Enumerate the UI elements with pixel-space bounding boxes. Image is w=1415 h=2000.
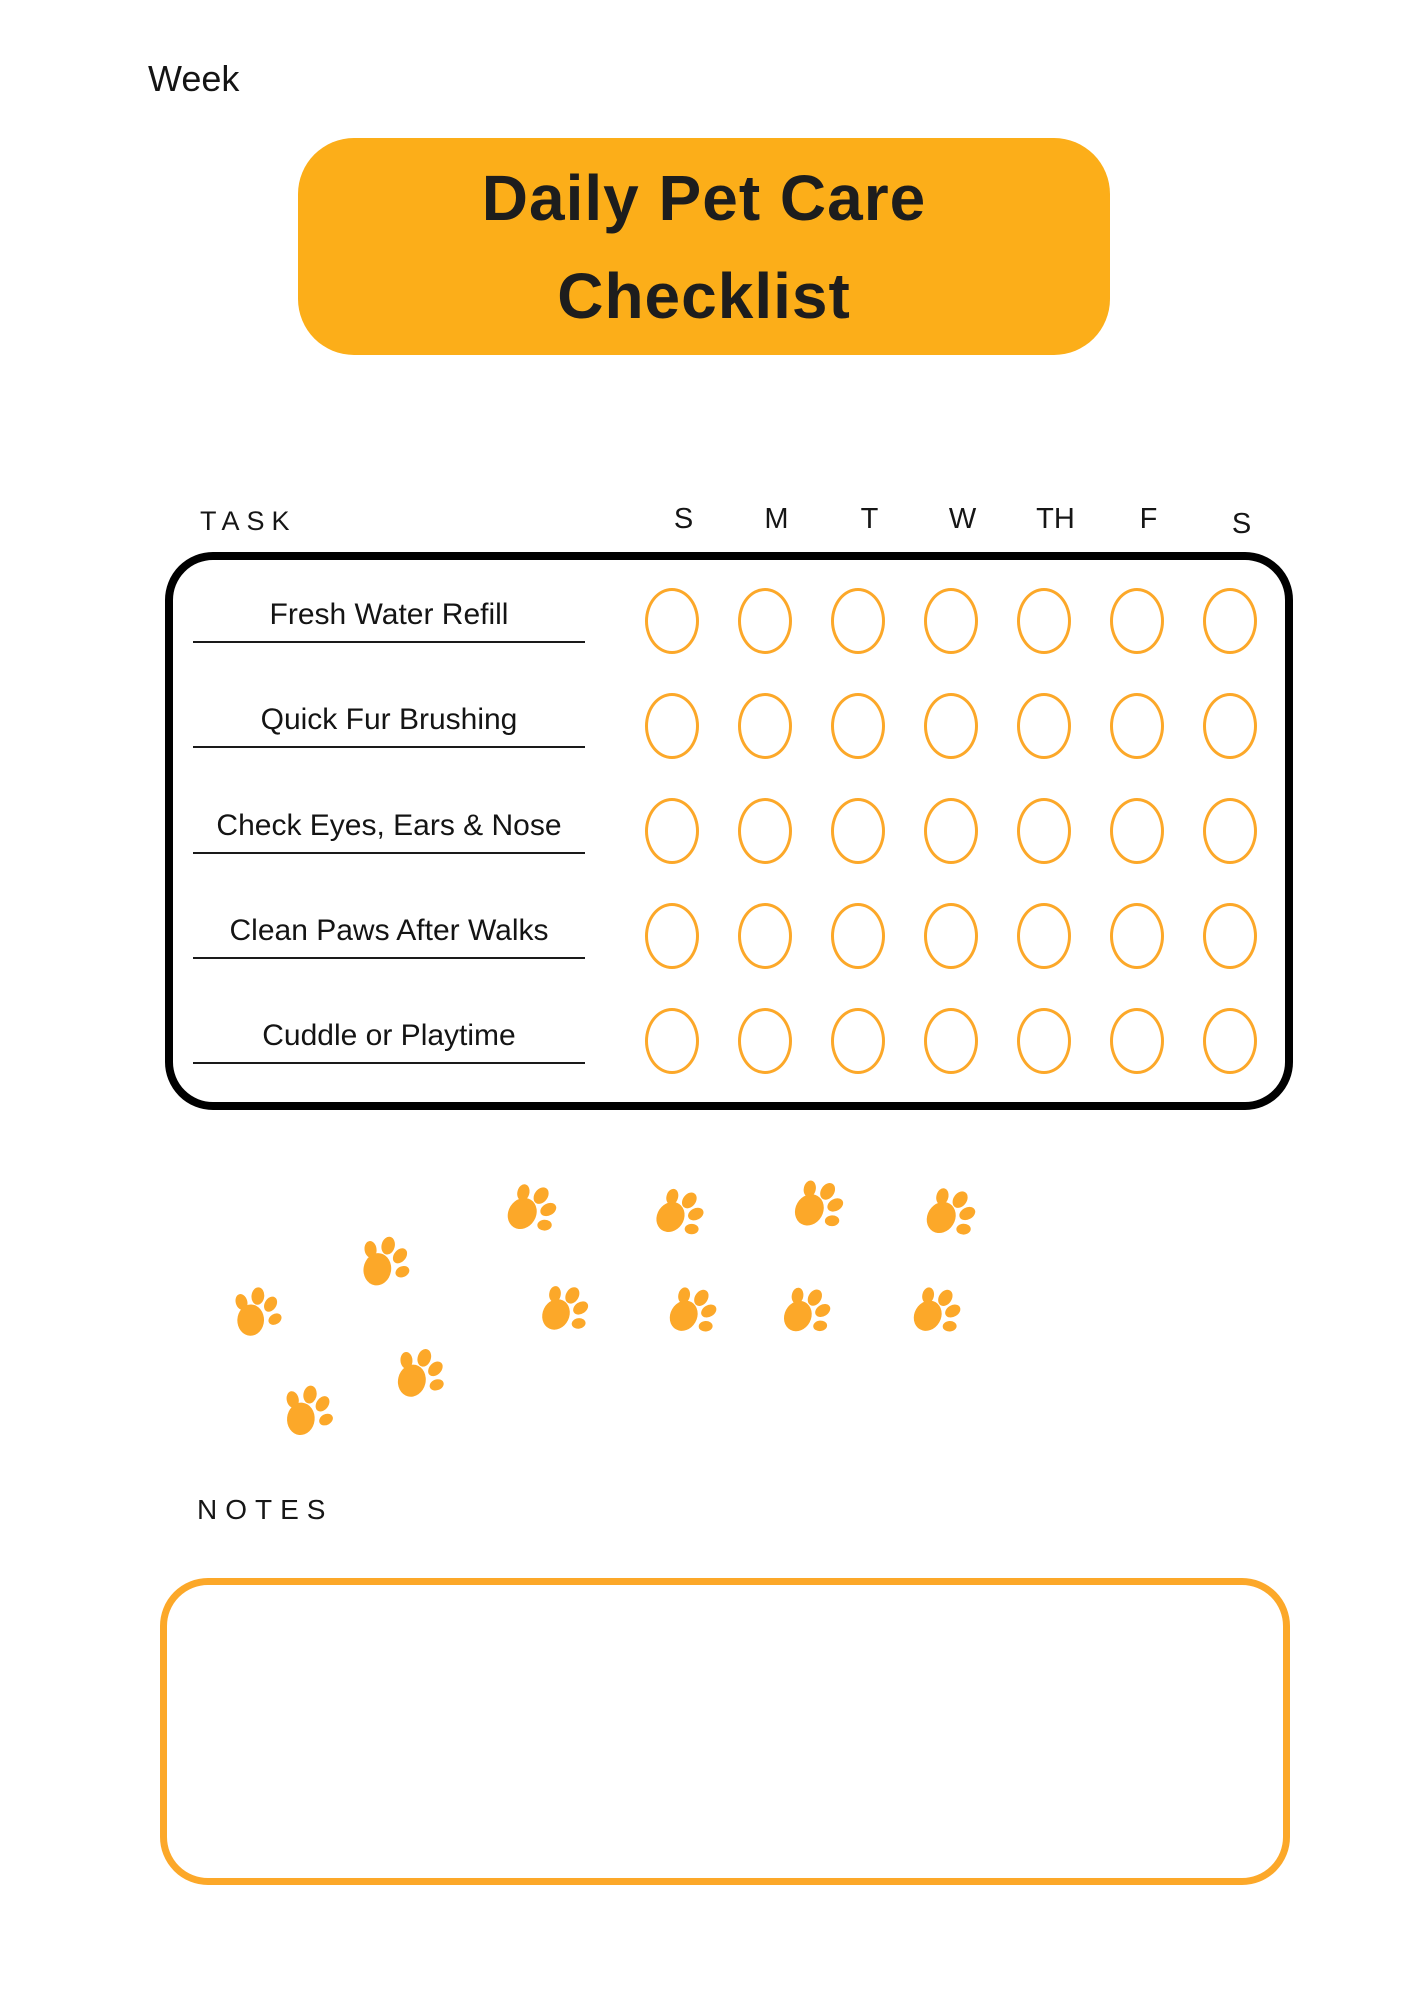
day-check-circle[interactable]: [738, 693, 792, 759]
task-column-header: TASK: [200, 506, 297, 536]
notes-label: NOTES: [197, 1494, 334, 1525]
task-row: [173, 989, 1285, 1094]
notes-input-area[interactable]: [160, 1578, 1290, 1885]
day-check-circle[interactable]: [924, 1008, 978, 1074]
day-header-row: [637, 503, 1288, 540]
task-label: Clean Paws After Walks: [193, 914, 585, 959]
task-label: Fresh Water Refill: [193, 598, 585, 643]
paw-print-icon: [653, 1271, 734, 1352]
day-check-circle[interactable]: [1110, 903, 1164, 969]
day-header-sat: S: [1231, 508, 1252, 540]
title-banner: [298, 138, 1110, 355]
day-checks: [625, 588, 1276, 654]
day-check-circle[interactable]: [1110, 588, 1164, 654]
day-check-circle[interactable]: [831, 903, 885, 969]
task-label: Check Eyes, Ears & Nose: [193, 809, 585, 854]
paw-print-icon: [273, 1375, 346, 1448]
day-header-wed: W: [948, 503, 977, 535]
day-header-mon: M: [764, 503, 789, 535]
page-title-line2: Checklist: [557, 259, 851, 332]
day-checks: [625, 1008, 1276, 1074]
paw-print-icon: [224, 1278, 291, 1345]
day-check-circle[interactable]: [1203, 903, 1257, 969]
day-check-circle[interactable]: [1017, 1008, 1071, 1074]
day-checks: [625, 903, 1276, 969]
day-check-circle[interactable]: [1110, 693, 1164, 759]
day-header-fri: F: [1139, 503, 1158, 535]
day-check-circle[interactable]: [1110, 1008, 1164, 1074]
day-check-circle[interactable]: [738, 798, 792, 864]
day-check-circle[interactable]: [738, 1008, 792, 1074]
paw-print-icon: [526, 1270, 607, 1351]
day-check-circle[interactable]: [1203, 1008, 1257, 1074]
day-check-circle[interactable]: [1017, 588, 1071, 654]
checklist-table: [165, 552, 1293, 1110]
day-checks: [625, 693, 1276, 759]
day-check-circle[interactable]: [1017, 903, 1071, 969]
day-check-circle[interactable]: [1203, 588, 1257, 654]
day-check-circle[interactable]: [924, 693, 978, 759]
task-row: [173, 778, 1285, 883]
day-check-circle[interactable]: [924, 903, 978, 969]
week-label: Week: [148, 58, 240, 99]
task-row: [173, 884, 1285, 989]
day-checks: [625, 798, 1276, 864]
day-check-circle[interactable]: [1017, 693, 1071, 759]
day-check-circle[interactable]: [1017, 798, 1071, 864]
paw-print-icon: [348, 1224, 424, 1300]
day-check-circle[interactable]: [645, 903, 699, 969]
paw-print-icon: [910, 1172, 995, 1257]
paw-print-icon: [382, 1335, 460, 1413]
task-label: Quick Fur Brushing: [193, 703, 585, 748]
day-check-circle[interactable]: [1203, 798, 1257, 864]
paw-print-icon: [897, 1271, 978, 1352]
day-check-circle[interactable]: [831, 588, 885, 654]
day-check-circle[interactable]: [924, 588, 978, 654]
day-check-circle[interactable]: [645, 798, 699, 864]
day-check-circle[interactable]: [738, 903, 792, 969]
day-check-circle[interactable]: [924, 798, 978, 864]
task-label: Cuddle or Playtime: [193, 1019, 585, 1064]
day-check-circle[interactable]: [1110, 798, 1164, 864]
day-check-circle[interactable]: [1203, 693, 1257, 759]
day-check-circle[interactable]: [645, 1008, 699, 1074]
paw-print-icon: [640, 1173, 722, 1255]
paw-print-icon: [778, 1164, 862, 1248]
day-header-thu: TH: [1036, 503, 1075, 535]
task-row: [173, 568, 1285, 673]
day-check-circle[interactable]: [831, 798, 885, 864]
paw-print-icon: [767, 1271, 848, 1352]
paw-print-icon: [491, 1168, 576, 1253]
page-title-line1: Daily Pet Care: [481, 161, 927, 234]
day-check-circle[interactable]: [645, 588, 699, 654]
day-check-circle[interactable]: [831, 1008, 885, 1074]
day-header-tue: T: [860, 503, 879, 535]
day-header-sun: S: [673, 503, 694, 535]
day-check-circle[interactable]: [645, 693, 699, 759]
task-row: [173, 673, 1285, 778]
day-check-circle[interactable]: [738, 588, 792, 654]
day-check-circle[interactable]: [831, 693, 885, 759]
